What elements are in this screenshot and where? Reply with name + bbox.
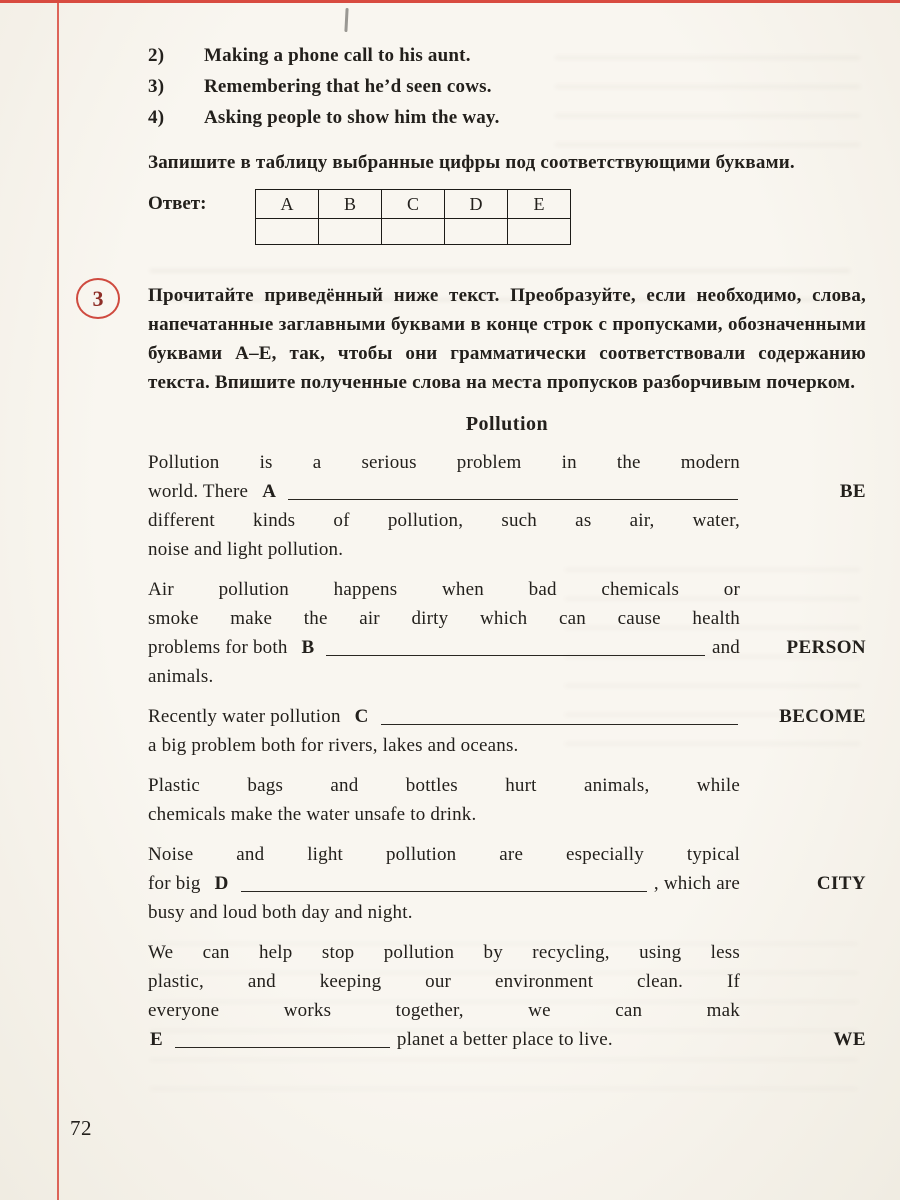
text-line <box>148 731 866 760</box>
margin-keyword: PERSON <box>786 637 866 658</box>
answer-cell <box>319 219 382 245</box>
gap-letter: D <box>214 873 229 894</box>
answer-cell <box>445 219 508 245</box>
text-line-body: Pollution is a serious problem in the modern <box>148 452 740 473</box>
text-line-body <box>148 1025 740 1054</box>
margin-spacer <box>740 800 866 829</box>
answer-blank <box>175 1046 390 1048</box>
answer-label: Ответ: <box>148 193 207 214</box>
margin-spacer <box>740 506 866 535</box>
gap-pre-text: for big <box>148 873 201 894</box>
text-line <box>148 840 866 869</box>
answer-column-letter: C <box>382 190 445 219</box>
text-line-body: busy and loud both day and night. <box>148 902 413 923</box>
text-line-body <box>148 869 740 898</box>
table-instruction: Запишите в таблицу выбранные цифры под соответствующими буквами. <box>148 152 795 173</box>
text-line-body: Air pollution happens when bad chemicals or <box>148 579 740 600</box>
list-item <box>148 102 866 133</box>
list-item <box>148 71 866 102</box>
text-line <box>148 477 866 506</box>
text-line <box>148 898 866 927</box>
answer-cell <box>256 219 319 245</box>
list-item-text: Asking people to show him the way. <box>204 107 500 128</box>
text-line <box>148 633 866 662</box>
task-number: 3 <box>92 285 104 311</box>
list-item-number: 3) <box>148 76 165 97</box>
margin-keyword: CITY <box>816 873 866 894</box>
text-line <box>148 448 866 477</box>
answer-column-letter: E <box>508 190 571 219</box>
text-line-body: a big problem both for rivers, lakes and oceans. <box>148 735 519 756</box>
text-line-body: smoke make the air dirty which can cause health <box>148 608 740 629</box>
margin-spacer <box>740 967 866 996</box>
margin-spacer <box>740 662 866 691</box>
answer-table-blank-row <box>256 219 571 245</box>
list-item-number: 2) <box>148 45 165 66</box>
red-margin-line <box>57 0 59 1200</box>
gap-letter: B <box>301 637 315 658</box>
text-line <box>148 662 866 691</box>
answer-blank <box>241 890 647 892</box>
text-line <box>148 869 866 898</box>
list-item <box>148 40 866 71</box>
margin-spacer <box>740 535 866 564</box>
gap-post-text: and <box>711 637 740 658</box>
text-line-body <box>148 633 740 662</box>
task-3 <box>92 281 866 1054</box>
text-line <box>148 702 866 731</box>
margin-spacer <box>740 938 866 967</box>
answer-table-header <box>256 190 571 219</box>
gap-pre-text: Recently water pollution <box>148 706 341 727</box>
answer-table <box>255 189 571 245</box>
task-instruction: Прочитайте приведённый ниже текст. Преобразуйте, если необходимо, слова, напечатанные заглавными буквами в конце строк с пропусками, обозначенными буквами A–E, так, чтобы они грамматически соответствовали содержанию текста. Впишите полученные слова на места пропусков разборчивым почерком. <box>148 285 866 393</box>
red-bottom-line <box>0 0 900 3</box>
answer-blank <box>381 723 738 725</box>
list-item-text: Making a phone call to his aunt. <box>204 45 471 66</box>
margin-keyword: WE <box>833 1029 866 1050</box>
text-line <box>148 575 866 604</box>
list-item-text: Remembering that he’d seen cows. <box>204 76 492 97</box>
text-line-body <box>148 477 740 506</box>
answer-blank <box>326 654 705 656</box>
margin-spacer <box>740 898 866 927</box>
text-line-body: Noise and light pollution are especially typical <box>148 844 740 865</box>
text-line-body: everyone works together, we can mak <box>148 1000 740 1021</box>
margin-spacer <box>740 575 866 604</box>
answer-column-letter: A <box>256 190 319 219</box>
margin-spacer <box>740 604 866 633</box>
text-line <box>148 996 866 1025</box>
text-line <box>148 604 866 633</box>
gap-post-text: planet a better place to live. <box>396 1029 613 1050</box>
gap-pre-text: problems for both <box>148 637 288 658</box>
gap-post-text: , which are <box>653 873 740 894</box>
text-line-body: chemicals make the water unsafe to drink. <box>148 804 477 825</box>
gap-letter: E <box>150 1029 163 1050</box>
text-line <box>148 967 866 996</box>
text-line-body: different kinds of pollution, such as air, water, <box>148 510 740 531</box>
text-line-body: plastic, and keeping our environment clean. If <box>148 971 740 992</box>
list-item-number: 4) <box>148 107 165 128</box>
gap-pre-text: world. There <box>148 481 249 502</box>
answer-cell <box>382 219 445 245</box>
answer-column-letter: B <box>319 190 382 219</box>
text-line <box>148 535 866 564</box>
text-line-body: noise and light pollution. <box>148 539 344 560</box>
answer-row <box>148 189 866 245</box>
margin-spacer <box>740 771 866 800</box>
gap-letter: C <box>354 706 369 727</box>
margin-spacer <box>740 840 866 869</box>
text-line <box>148 1025 866 1054</box>
text-line-body: animals. <box>148 666 214 687</box>
text-line <box>148 938 866 967</box>
gap-letter: A <box>262 481 277 502</box>
margin-spacer <box>740 448 866 477</box>
text-line-body: We can help stop pollution by recycling, using less <box>148 942 740 963</box>
answer-blank <box>288 498 738 500</box>
answer-column-letter: D <box>445 190 508 219</box>
text-line <box>148 771 866 800</box>
text-line <box>148 800 866 829</box>
margin-keyword: BECOME <box>779 706 866 727</box>
margin-spacer <box>740 996 866 1025</box>
answer-cell <box>508 219 571 245</box>
text-line <box>148 506 866 535</box>
page-number: 72 <box>70 1116 92 1140</box>
task-number-badge <box>76 278 120 319</box>
text-line-body <box>148 702 740 731</box>
text-title: Pollution <box>465 413 549 435</box>
margin-spacer <box>740 731 866 760</box>
pen-mark <box>344 8 348 32</box>
text-line-body: Plastic bags and bottles hurt animals, while <box>148 775 740 796</box>
margin-keyword: BE <box>839 481 866 502</box>
page-content <box>92 40 866 1054</box>
